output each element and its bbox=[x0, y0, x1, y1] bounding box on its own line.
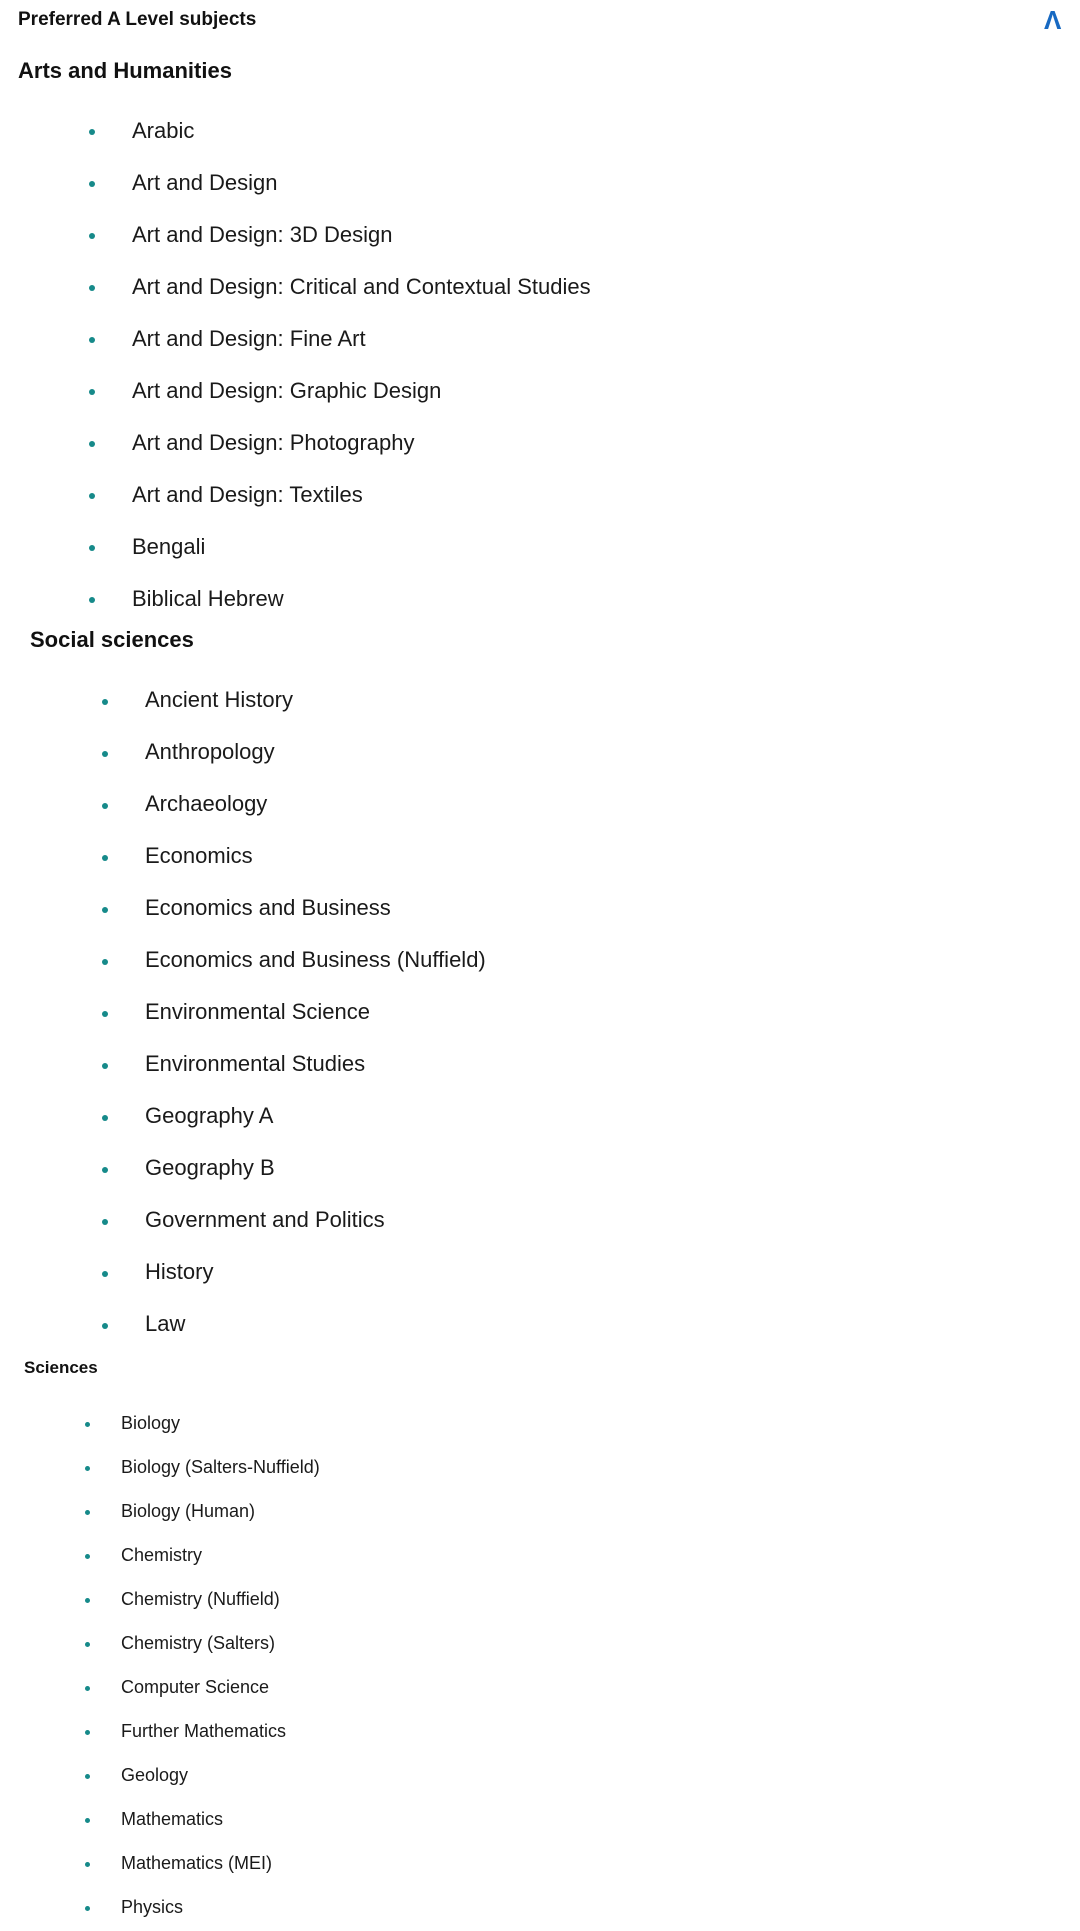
list-item-label: Art and Design: Photography bbox=[132, 430, 415, 455]
list-item-label: Arabic bbox=[132, 118, 195, 143]
list-item bbox=[0, 885, 1000, 937]
list-item bbox=[0, 1799, 1000, 1843]
bullet-icon bbox=[102, 1063, 108, 1069]
bullet-icon bbox=[89, 597, 95, 603]
list-item-label: Law bbox=[145, 1311, 186, 1336]
list-item bbox=[0, 781, 1000, 833]
list-item bbox=[0, 212, 1000, 264]
list-item bbox=[0, 1579, 1000, 1623]
list-item bbox=[0, 1843, 1000, 1887]
list-item bbox=[0, 1301, 1000, 1353]
subject-list-arts-and-humanities bbox=[0, 108, 1000, 628]
chevron-up-icon[interactable]: Λ bbox=[1044, 5, 1062, 35]
list-item bbox=[0, 472, 1000, 524]
bullet-icon bbox=[85, 1906, 90, 1911]
list-item bbox=[0, 677, 1000, 729]
bullet-icon bbox=[89, 389, 95, 395]
bullet-icon bbox=[85, 1598, 90, 1603]
list-item bbox=[0, 1403, 1000, 1447]
list-item-label: Chemistry (Nuffield) bbox=[121, 1589, 280, 1609]
list-item-label: Economics and Business bbox=[145, 895, 391, 920]
bullet-icon bbox=[102, 1271, 108, 1277]
list-item bbox=[0, 1491, 1000, 1535]
bullet-icon bbox=[89, 181, 95, 187]
bullet-icon bbox=[85, 1510, 90, 1515]
bullet-icon bbox=[85, 1730, 90, 1735]
list-item bbox=[0, 729, 1000, 781]
list-item bbox=[0, 1041, 1000, 1093]
list-item-label: Art and Design: Textiles bbox=[132, 482, 363, 507]
accordion-title: Preferred A Level subjects bbox=[18, 9, 257, 30]
bullet-icon bbox=[85, 1422, 90, 1427]
list-item-label: Economics and Business (Nuffield) bbox=[145, 947, 486, 972]
section-heading-arts-and-humanities: Arts and Humanities bbox=[18, 58, 232, 83]
list-item bbox=[0, 833, 1000, 885]
bullet-icon bbox=[102, 1115, 108, 1121]
list-item-label: Government and Politics bbox=[145, 1207, 385, 1232]
list-item bbox=[0, 1535, 1000, 1579]
list-item bbox=[0, 1887, 1000, 1931]
list-item bbox=[0, 1755, 1000, 1799]
list-item-label: Art and Design bbox=[132, 170, 278, 195]
bullet-icon bbox=[85, 1642, 90, 1647]
subject-list-social-sciences bbox=[0, 677, 1000, 1353]
bullet-icon bbox=[102, 959, 108, 965]
list-item-label: Bengali bbox=[132, 534, 206, 559]
bullet-icon bbox=[89, 545, 95, 551]
bullet-icon bbox=[89, 337, 95, 343]
list-item-label: Biology (Human) bbox=[121, 1501, 256, 1521]
list-item-label: History bbox=[145, 1259, 214, 1284]
bullet-icon bbox=[102, 803, 108, 809]
list-item-label: Further Mathematics bbox=[121, 1721, 287, 1741]
list-item-label: Geography A bbox=[145, 1103, 274, 1128]
bullet-icon bbox=[89, 129, 95, 135]
section-heading-social-sciences: Social sciences bbox=[30, 627, 194, 652]
list-item bbox=[0, 1145, 1000, 1197]
list-item-label: Environmental Science bbox=[145, 999, 371, 1024]
list-item-label: Archaeology bbox=[145, 791, 268, 816]
list-item-label: Biology (Salters-Nuffield) bbox=[121, 1457, 320, 1477]
list-item bbox=[0, 989, 1000, 1041]
list-item bbox=[0, 264, 1000, 316]
bullet-icon bbox=[89, 441, 95, 447]
accordion-header[interactable] bbox=[0, 0, 1080, 44]
list-item bbox=[0, 1447, 1000, 1491]
list-item-label: Ancient History bbox=[145, 687, 293, 712]
list-item bbox=[0, 1249, 1000, 1301]
list-item-label: Geography B bbox=[145, 1155, 275, 1180]
list-item-label: Anthropology bbox=[145, 739, 275, 764]
list-item bbox=[0, 1623, 1000, 1667]
list-item bbox=[0, 937, 1000, 989]
bullet-icon bbox=[102, 1011, 108, 1017]
bullet-icon bbox=[89, 285, 95, 291]
list-item bbox=[0, 368, 1000, 420]
list-item bbox=[0, 160, 1000, 212]
bullet-icon bbox=[85, 1466, 90, 1471]
list-item bbox=[0, 1711, 1000, 1755]
list-item bbox=[0, 524, 1000, 576]
list-item bbox=[0, 1093, 1000, 1145]
bullet-icon bbox=[102, 751, 108, 757]
bullet-icon bbox=[102, 907, 108, 913]
list-item bbox=[0, 1667, 1000, 1711]
list-item-label: Chemistry (Salters) bbox=[121, 1633, 276, 1653]
bullet-icon bbox=[102, 699, 108, 705]
section-heading-sciences: Sciences bbox=[24, 1358, 98, 1377]
bullet-icon bbox=[102, 855, 108, 861]
list-item-label: Geology bbox=[121, 1765, 189, 1785]
list-item bbox=[0, 420, 1000, 472]
bullet-icon bbox=[102, 1323, 108, 1329]
list-item-label: Art and Design: 3D Design bbox=[132, 222, 393, 247]
list-item-label: Biology bbox=[121, 1413, 181, 1433]
bullet-icon bbox=[85, 1862, 90, 1867]
list-item-label: Art and Design: Fine Art bbox=[132, 326, 366, 351]
subject-list-sciences bbox=[0, 1403, 1000, 1931]
list-item-label: Environmental Studies bbox=[145, 1051, 366, 1076]
bullet-icon bbox=[85, 1774, 90, 1779]
bullet-icon bbox=[85, 1818, 90, 1823]
bullet-icon bbox=[89, 233, 95, 239]
list-item-label: Computer Science bbox=[121, 1677, 270, 1697]
bullet-icon bbox=[85, 1554, 90, 1559]
bullet-icon bbox=[102, 1167, 108, 1173]
bullet-icon bbox=[85, 1686, 90, 1691]
list-item-label: Art and Design: Critical and Contextual Studies bbox=[132, 274, 591, 299]
list-item-label: Art and Design: Graphic Design bbox=[132, 378, 442, 403]
list-item bbox=[0, 576, 1000, 628]
list-item-label: Mathematics (MEI) bbox=[121, 1853, 273, 1873]
bullet-icon bbox=[102, 1219, 108, 1225]
list-item bbox=[0, 1197, 1000, 1249]
list-item bbox=[0, 108, 1000, 160]
list-item-label: Biblical Hebrew bbox=[132, 586, 284, 611]
list-item-label: Physics bbox=[121, 1897, 184, 1917]
list-item bbox=[0, 316, 1000, 368]
list-item-label: Chemistry bbox=[121, 1545, 203, 1565]
list-item-label: Mathematics bbox=[121, 1809, 224, 1829]
bullet-icon bbox=[89, 493, 95, 499]
list-item-label: Economics bbox=[145, 843, 253, 868]
